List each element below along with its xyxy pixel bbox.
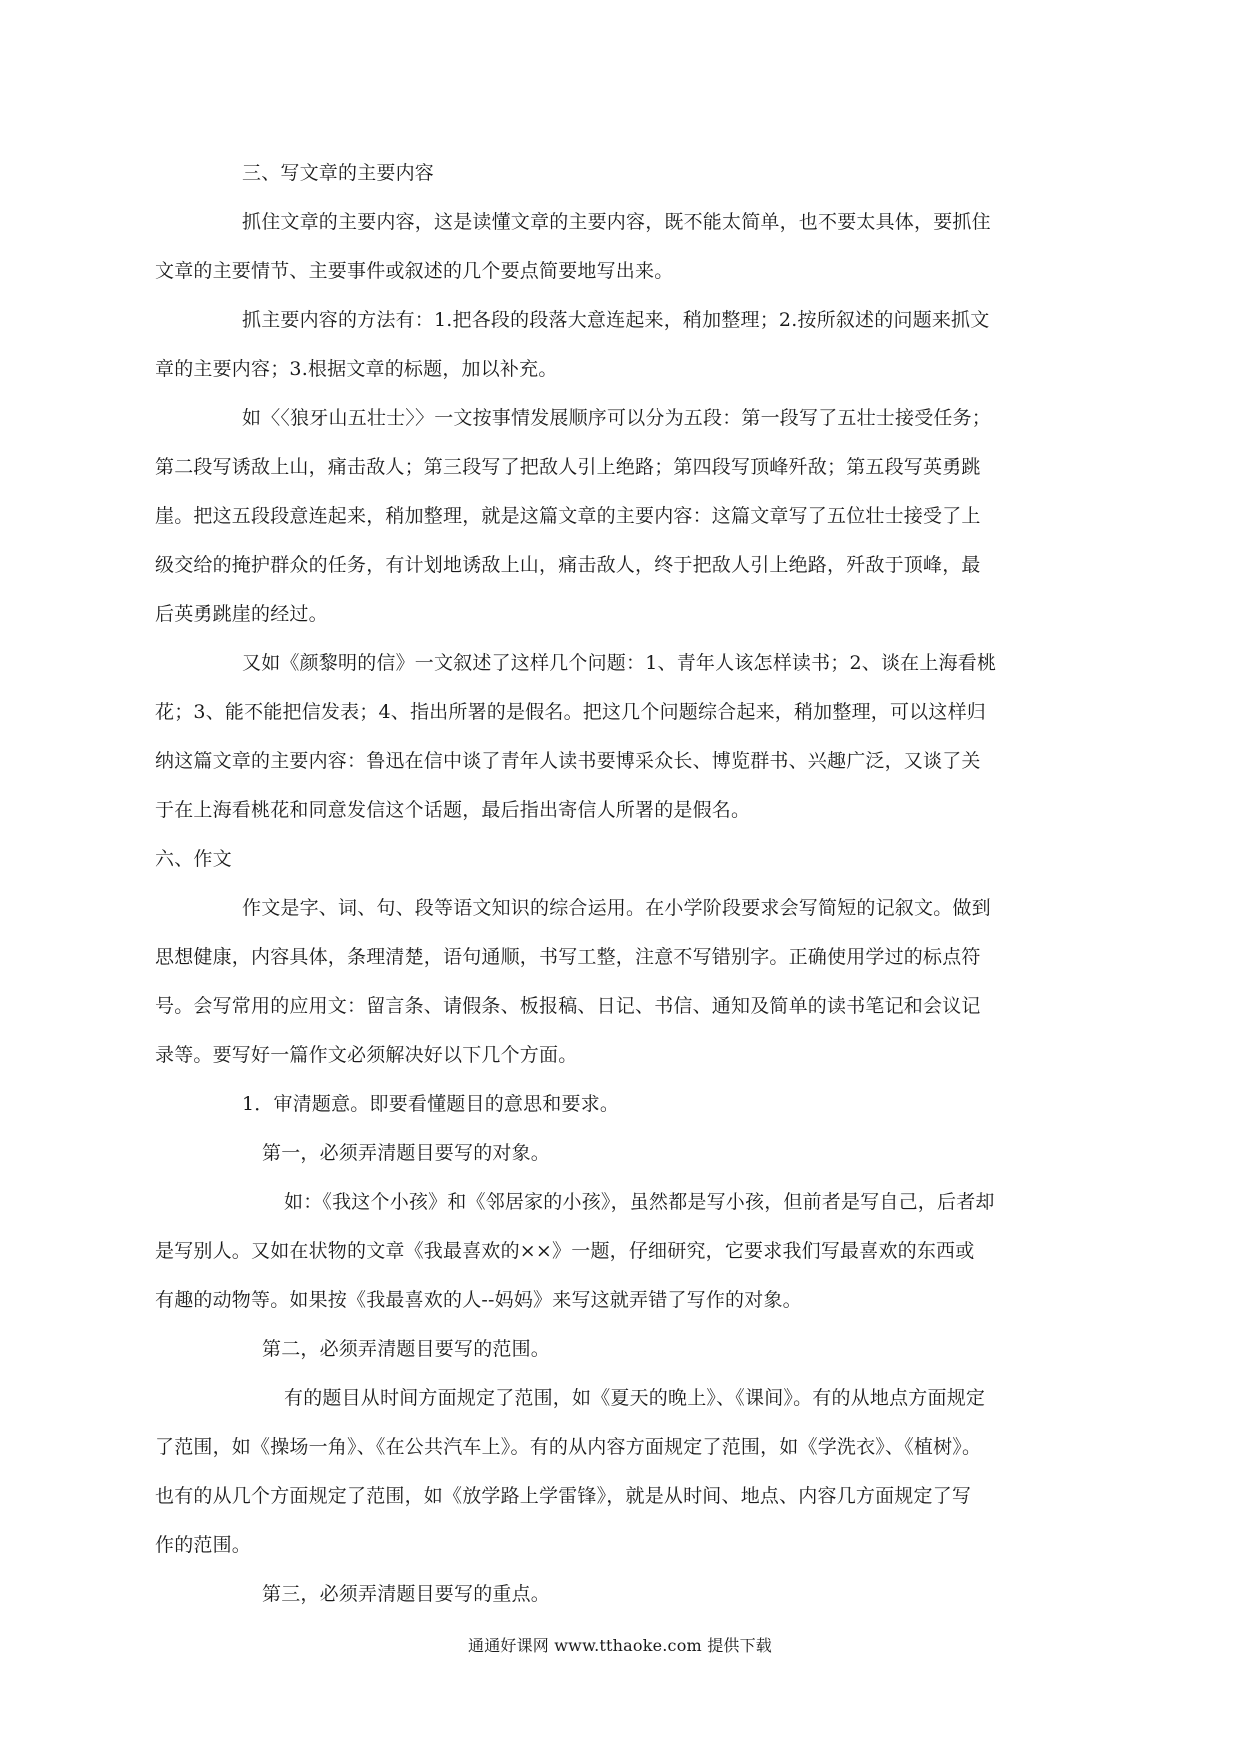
text-line: 纳这篇文章的主要内容：鲁迅在信中谈了青年人读书要博采众长、博览群书、兴趣广泛，又谈了关 [155,750,981,772]
text-line: 又如《颜黎明的信》一文叙述了这样几个问题：1、青年人该怎样读书；2、谈在上海看桃 [242,652,997,674]
text-line: 有趣的动物等。如果按《我最喜欢的人--妈妈》来写这就弄错了写作的对象。 [155,1289,802,1311]
text-line: 有的题目从时间方面规定了范围，如《夏天的晚上》、《课间》。有的从地点方面规定 [284,1387,986,1409]
text-line: 如：《我这个小孩》和《邻居家的小孩》，虽然都是写小孩，但前者是写自己，后者却 [284,1191,995,1213]
section-heading-6: 六、作文 [155,848,232,870]
text-line: 也有的从几个方面规定了范围，如《放学路上学雷锋》，就是从时间、地点、内容几方面规定了写 [155,1485,972,1507]
section-heading-3: 三、写文章的主要内容 [242,162,435,184]
point-heading: 第三，必须弄清题目要写的重点。 [262,1583,551,1605]
text-line: 文章的主要情节、主要事件或叙述的几个要点简要地写出来。 [155,260,674,282]
text-line: 号。会写常用的应用文：留言条、请假条、板报稿、日记、书信、通知及简单的读书笔记和会议记 [155,995,981,1017]
text-line: 抓住文章的主要内容，这是读懂文章的主要内容，既不能太简单，也不要太具体，要抓住 [242,211,991,233]
text-line: 于在上海看桃花和同意发信这个话题，最后指出寄信人所署的是假名。 [155,799,751,821]
text-line: 了范围，如《操场一角》、《在公共汽车上》。有的从内容方面规定了范围，如《学洗衣》、《植树》。 [155,1436,982,1458]
text-line: 作文是字、词、句、段等语文知识的综合运用。在小学阶段要求会写简短的记叙文。做到 [242,897,991,919]
page-footer: 通通好课网 www.tthaoke.com 提供下载 [468,1636,772,1655]
text-line: 录等。要写好一篇作文必须解决好以下几个方面。 [155,1044,578,1066]
text-line: 作的范围。 [155,1534,252,1556]
text-line: 第二段写诱敌上山，痛击敌人；第三段写了把敌人引上绝路；第四段写顶峰歼敌；第五段写英勇跳 [155,456,981,478]
point-heading: 第一，必须弄清题目要写的对象。 [262,1142,551,1164]
text-line: 思想健康，内容具体，条理清楚，语句通顺，书写工整，注意不写错别字。正确使用学过的标点符 [155,946,981,968]
text-line: 是写别人。又如在状物的文章《我最喜欢的××》一题，仔细研究，它要求我们写最喜欢的东西或 [155,1240,975,1262]
text-line: 章的主要内容；3.根据文章的标题，加以补充。 [155,358,558,380]
text-line: 后英勇跳崖的经过。 [155,603,328,625]
text-line: 崖。把这五段段意连起来，稍加整理，就是这篇文章的主要内容：这篇文章写了五位壮士接受了上 [155,505,981,527]
text-line: 如〈〈狼牙山五壮士〉〉一文按事情发展顺序可以分为五段：第一段写了五壮士接受任务； [242,407,992,429]
point-heading: 第二，必须弄清题目要写的范围。 [262,1338,551,1360]
subsection-heading: 1．审清题意。即要看懂题目的意思和要求。 [242,1093,620,1115]
text-line: 花；3、能不能把信发表；4、指出所署的是假名。把这几个问题综合起来，稍加整理，可以这样归 [155,701,986,723]
text-line: 级交给的掩护群众的任务，有计划地诱敌上山，痛击敌人，终于把敌人引上绝路，歼敌于顶峰，最 [155,554,981,576]
text-line: 抓主要内容的方法有：1.把各段的段落大意连起来，稍加整理；2.按所叙述的问题来抓文 [242,309,990,331]
